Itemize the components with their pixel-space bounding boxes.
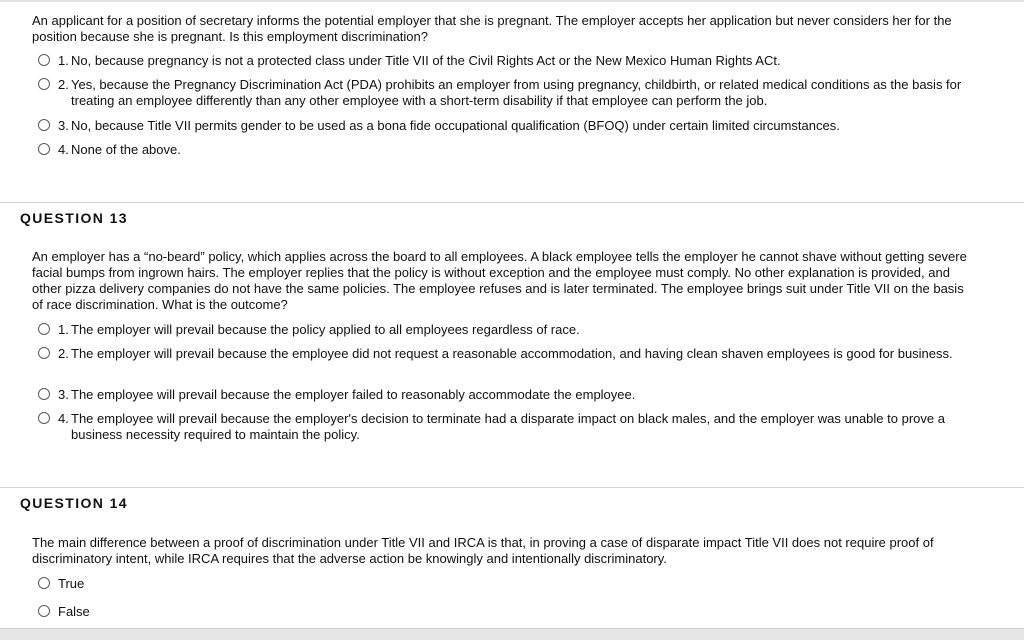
- top-border: [0, 0, 1024, 2]
- option-text: The employee will prevail because the employer failed to reasonably accommodate the employee.: [71, 387, 636, 402]
- question-divider: [0, 202, 1024, 203]
- option-text: None of the above.: [71, 142, 181, 157]
- option-number: 4.: [58, 411, 69, 426]
- option-number: 4.: [58, 142, 69, 157]
- bottom-bar: [0, 628, 1024, 640]
- question-13-heading: QUESTION 13: [20, 210, 128, 226]
- option-number: 2.: [58, 346, 69, 361]
- option-text: The employer will prevail because the policy applied to all employees regardless of race.: [71, 322, 580, 337]
- question-13-text: An employer has a “no-beard” policy, which applies across the board to all employees. A black employee tells the employer he cannot shave without getting severe facial bumps from ingrown hairs. The employer replies that the policy is without exception and the employee must comply. No other explanation is provided, and other pizza delivery companies do not have the same policies. The employee refuses and is later terminated. The employee brings suit under Title VII on the basis of race discrimination. What is the outcome?: [32, 249, 967, 312]
- radio-button[interactable]: [38, 605, 50, 617]
- option-number: 3.: [58, 118, 69, 133]
- option-text: The employee will prevail because the employer's decision to terminate had a disparate impact on black males, and the employer was unable to prove a business necessity required to maintain the policy.: [71, 411, 945, 442]
- radio-button[interactable]: [38, 388, 50, 400]
- radio-button[interactable]: [38, 78, 50, 90]
- option-number: 3.: [58, 387, 69, 402]
- option-text: Yes, because the Pregnancy Discrimination Act (PDA) prohibits an employer from using pregnancy, childbirth, or related medical conditions as the basis for treating an employee differently than any other employee with a short-term disability if that employee can perform the job.: [71, 77, 962, 108]
- question-14-text: The main difference between a proof of discrimination under Title VII and IRCA is that, in proving a case of disparate impact Title VII does not require proof of discriminatory intent, while IRCA requires that the adverse action be knowingly and intentionally discriminatory.: [32, 535, 934, 566]
- option-text: The employer will prevail because the employee did not request a reasonable accommodation, and having clean shaven employees is good for business.: [71, 346, 953, 361]
- question-12-text: An applicant for a position of secretary informs the potential employer that she is pregnant. The employer accepts her application but never considers her for the position because she is pregnant. Is this employment discrimination?: [32, 13, 952, 44]
- radio-button[interactable]: [38, 577, 50, 589]
- question-14-heading: QUESTION 14: [20, 495, 128, 511]
- radio-button[interactable]: [38, 347, 50, 359]
- option-text: True: [58, 576, 85, 591]
- radio-button[interactable]: [38, 54, 50, 66]
- option-number: 2.: [58, 77, 69, 92]
- option-text: False: [58, 604, 90, 619]
- question-divider: [0, 487, 1024, 488]
- radio-button[interactable]: [38, 143, 50, 155]
- radio-button[interactable]: [38, 119, 50, 131]
- radio-button[interactable]: [38, 323, 50, 335]
- option-number: 1.: [58, 322, 69, 337]
- option-number: 1.: [58, 53, 69, 68]
- radio-button[interactable]: [38, 412, 50, 424]
- option-text: No, because Title VII permits gender to be used as a bona fide occupational qualification (BFOQ) under certain limited circumstances.: [71, 118, 840, 133]
- option-text: No, because pregnancy is not a protected class under Title VII of the Civil Rights Act or the New Mexico Human Rights ACt.: [71, 53, 781, 68]
